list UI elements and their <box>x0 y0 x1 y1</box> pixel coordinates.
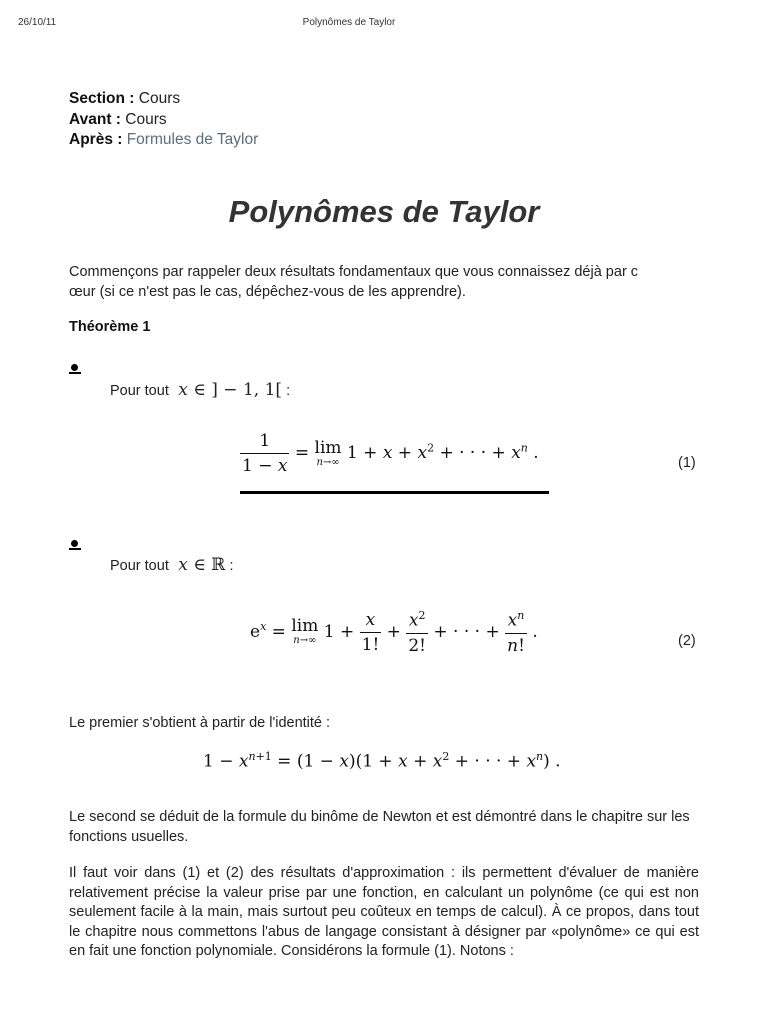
item1-pour-tout: Pour tout <box>110 383 169 399</box>
nav-before-key: Avant : <box>69 110 121 128</box>
print-date: 26/10/11 <box>18 17 57 28</box>
nav-after-key: Après : <box>69 131 123 148</box>
bullet-1 <box>69 364 81 376</box>
third-paragraph: Il faut voir dans (1) et (2) des résultats d'approximation : ils permettent d'évaluer de manière relativement précise la valeur prise par une fonction, en calculant un polynôme (ce qui est non seulement facile à la main, mais surtout peu coûteux en temps de calcul). À ce propos, dans tout le chapitre nous commettons l'abus de langage consistant à désigner par «polynôme» ce qui est en fait une fonction polynomiale. Considérons la formule (1). Notons : <box>69 865 699 959</box>
item2-domain-math: x ∈ ℝ <box>178 555 226 575</box>
item1-condition <box>110 380 290 400</box>
nav-after <box>69 130 258 151</box>
nav-after-link[interactable]: Formules de Taylor <box>126 131 259 148</box>
nav-section-value: Cours <box>138 90 181 107</box>
item1-colon: : <box>286 383 291 399</box>
nav-section <box>69 89 258 110</box>
intro-line-1: Commençons par rappeler deux résultats fondamentaux que vous connaissez déjà par c <box>69 264 639 280</box>
second-paragraph: Le second se déduit de la formule du binôme de Newton et est démontré dans le chapitre sur les fonctions usuelles. <box>69 809 690 845</box>
equation-1-rule <box>240 491 549 494</box>
equation-1: $\frac{1}{1 - x}$ = lim n→∞ $1 + x + x^2$ + · · · + $x^n$ . <box>242 431 539 476</box>
nav-before-value: Cours <box>125 110 167 128</box>
identity-equation: $1 - x^{n+1} = (1 - x)(1 + x + x^2$ + · · · + $x^n$) . <box>203 750 561 772</box>
equation-2: $e^x$ = lim n→∞ 1 + $\frac{x}{1!}$ + $\frac{x^2}{2!}$ + · · · + $\frac{x^n}{n!}$ . <box>250 609 538 656</box>
nav-before <box>69 110 258 131</box>
item1-domain-math: x ∈ ] − 1, 1[ <box>178 380 283 400</box>
item2-colon: : <box>229 558 234 574</box>
item2-pour-tout: Pour tout <box>110 558 169 574</box>
theorem-label: Théorème 1 <box>69 319 151 335</box>
intro-line-2: œur (si ce n'est pas le cas, dépêchez-vous de les apprendre). <box>69 283 466 300</box>
bullet-2 <box>69 540 81 552</box>
nav-section-key: Section : <box>69 90 135 107</box>
identity-intro: Le premier s'obtient à partir de l'identité : <box>69 715 331 731</box>
navigation-block <box>69 89 258 151</box>
equation-2-number: (2) <box>678 633 696 649</box>
page-title: Polynômes de Taylor <box>228 194 540 229</box>
intro-paragraph <box>69 263 699 302</box>
eq1-fraction: $\frac{1}{1 - x}$ <box>242 431 288 476</box>
equation-1-number: (1) <box>678 455 696 471</box>
item2-condition <box>110 555 233 575</box>
print-header-title: Polynômes de Taylor <box>302 17 396 28</box>
